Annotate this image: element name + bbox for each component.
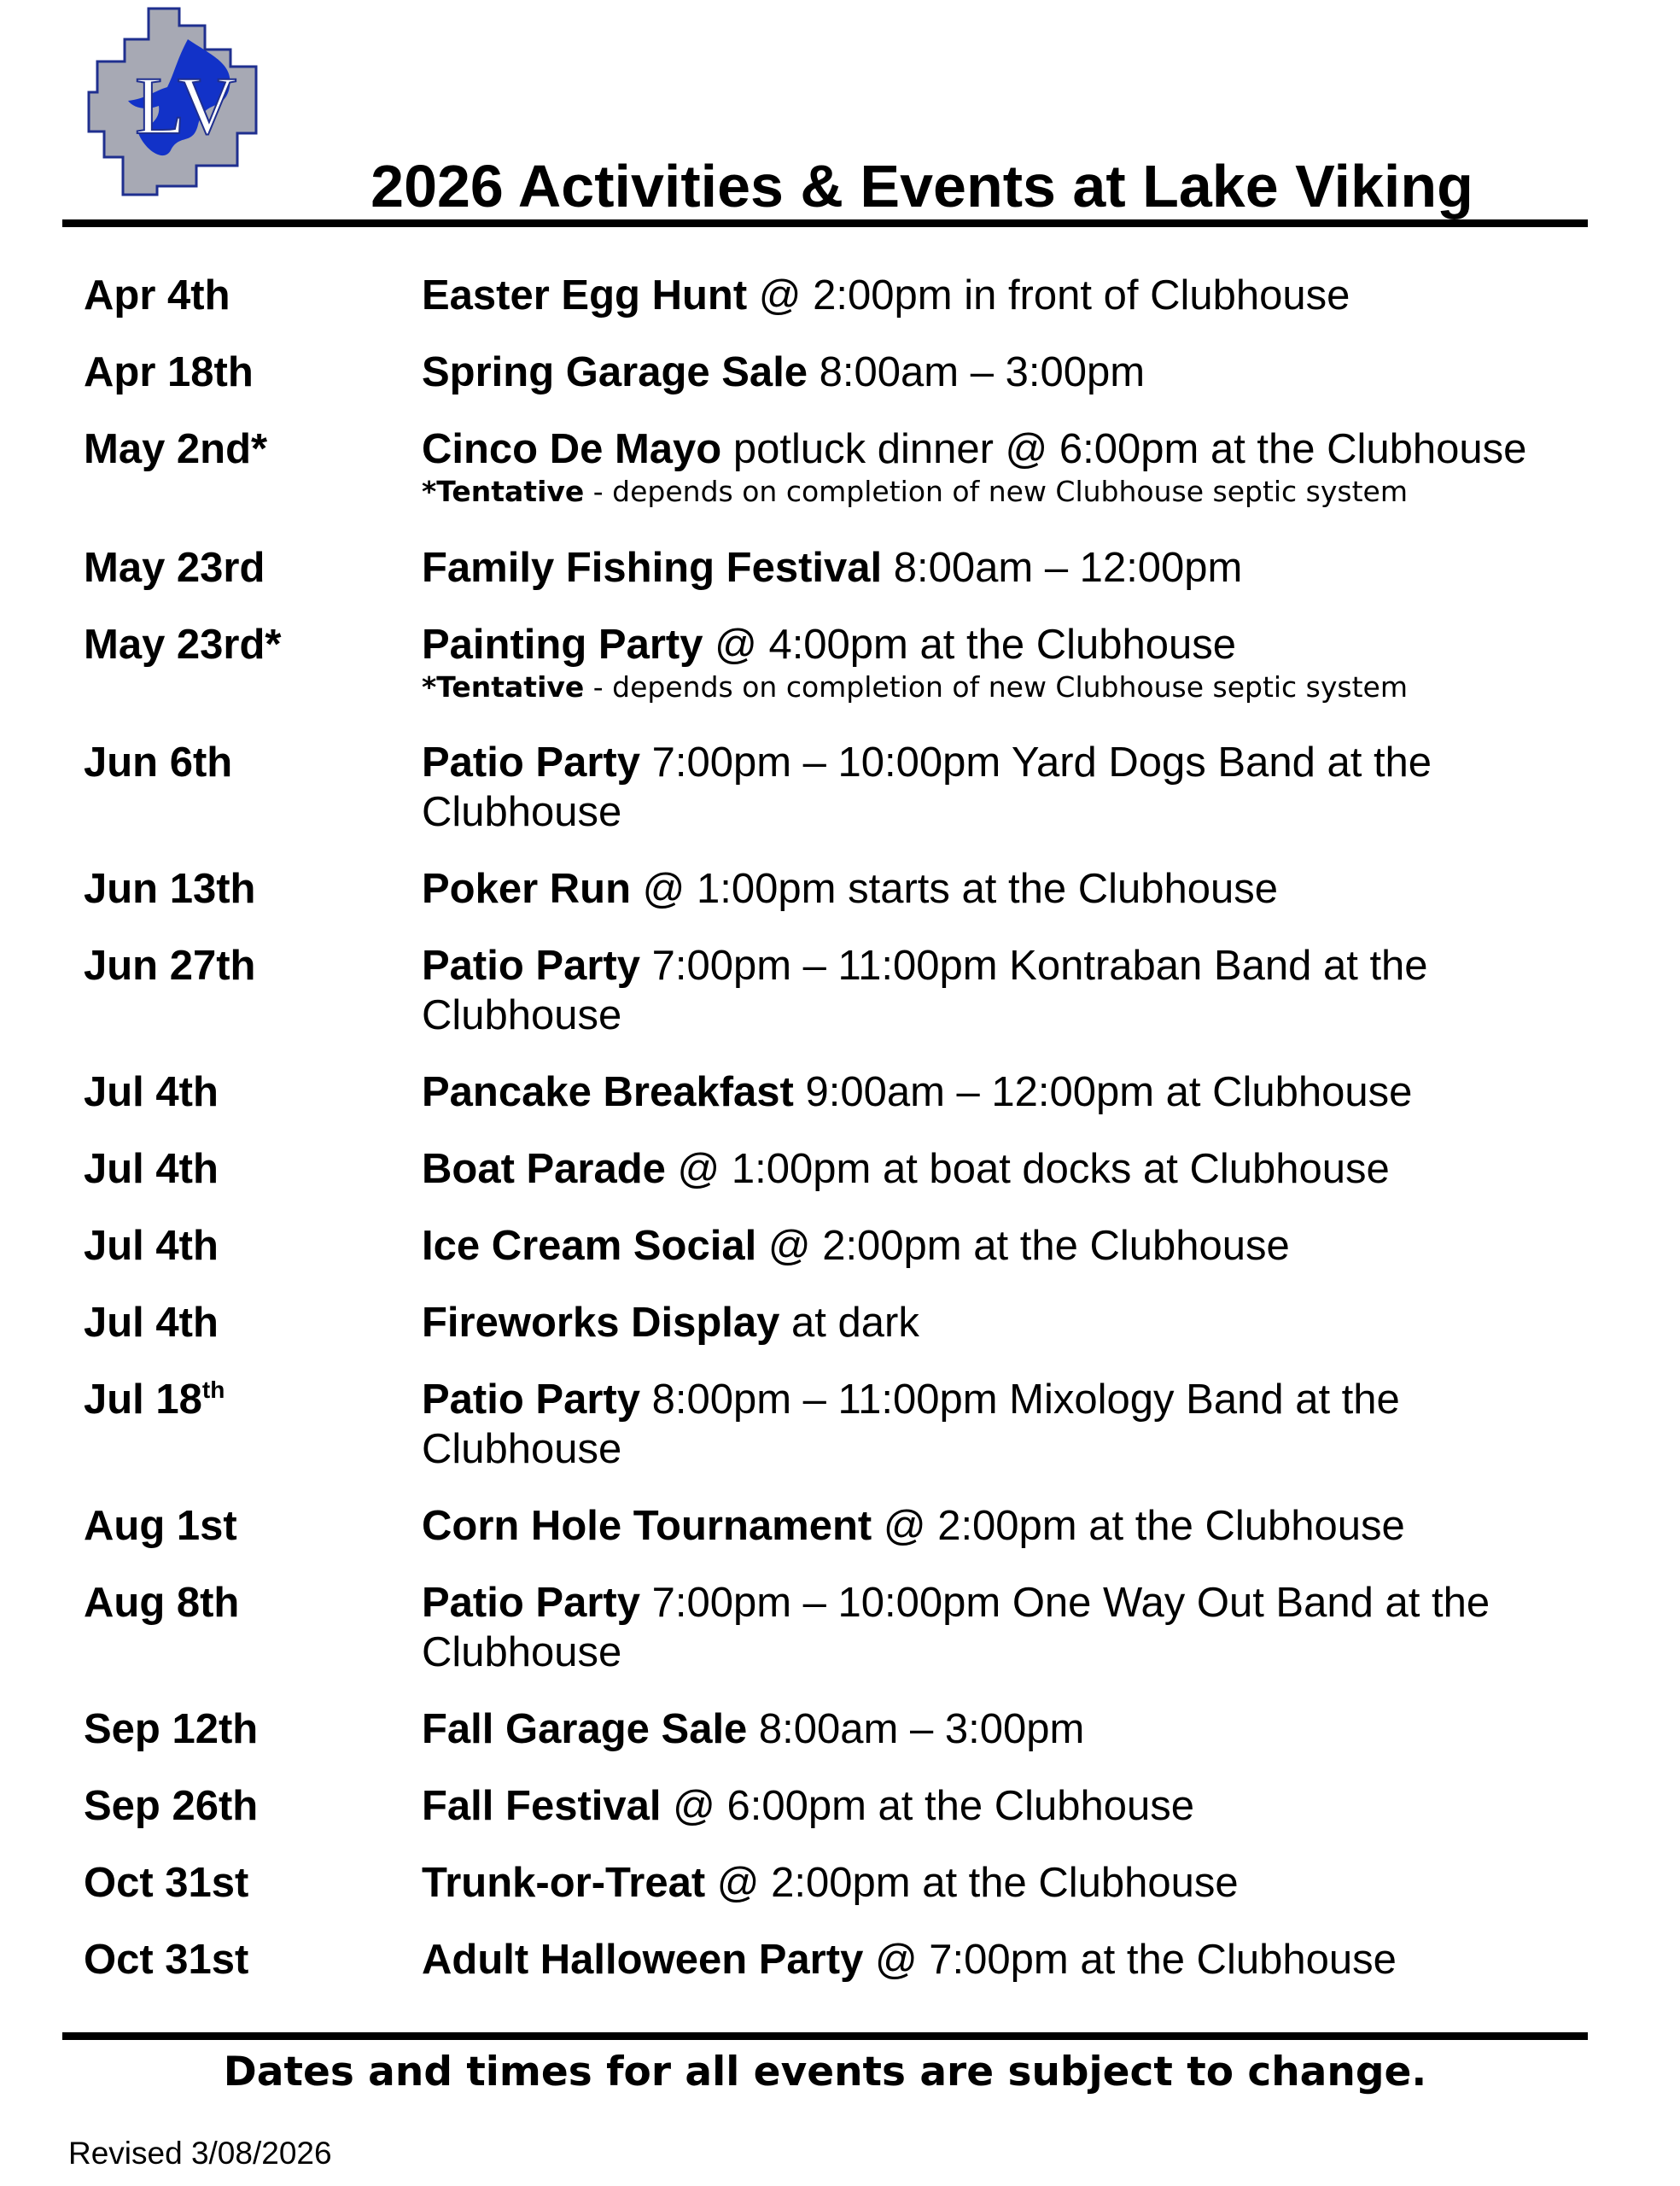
- event-description: [422, 543, 1583, 593]
- event-name: Corn Hole Tournament: [422, 1503, 872, 1549]
- event-name: Poker Run: [422, 866, 632, 912]
- event-details: @ 7:00pm at the Clubhouse: [863, 1937, 1397, 1983]
- event-name: Painting Party: [422, 622, 703, 668]
- event-description: [422, 1298, 1583, 1347]
- tentative-text: - depends on completion of new Clubhouse septic system: [584, 475, 1408, 508]
- event-details: 7:00pm – 10:00pm Yard Dogs Band at the Clubhouse: [422, 739, 1432, 835]
- event-details: @ 4:00pm at the Clubhouse: [703, 622, 1236, 668]
- event-date: Apr 4th: [84, 272, 230, 319]
- event-name: Adult Halloween Party: [422, 1937, 864, 1983]
- event-date: May 23rd: [84, 545, 265, 591]
- event-name: Fall Garage Sale: [422, 1706, 748, 1752]
- event-details: potluck dinner @ 6:00pm at the Clubhouse: [721, 426, 1527, 472]
- event-name: Trunk-or-Treat: [422, 1860, 706, 1906]
- event-description: [422, 1704, 1583, 1754]
- event-description: [422, 738, 1583, 837]
- tentative-note: [422, 474, 1583, 510]
- event-date: Sep 12th: [84, 1706, 259, 1752]
- event-details: at dark: [779, 1300, 919, 1346]
- event-details: 7:00pm – 11:00pm Kontraban Band at the Clubhouse: [422, 943, 1428, 1038]
- event-name: Family Fishing Festival: [422, 545, 883, 591]
- event-details: @ 6:00pm at the Clubhouse: [661, 1783, 1195, 1829]
- event-name: Easter Egg Hunt: [422, 272, 748, 319]
- tentative-note: [422, 669, 1583, 705]
- event-date: Jun 27th: [84, 943, 256, 989]
- event-date-text: Jul 18: [84, 1376, 202, 1423]
- event-description: [422, 424, 1583, 510]
- top-divider: [62, 219, 1588, 227]
- event-date: Sep 26th: [84, 1783, 259, 1829]
- event-description: [422, 1578, 1583, 1677]
- event-description: [422, 1375, 1583, 1474]
- event-details: 8:00am – 3:00pm: [808, 349, 1146, 395]
- disclaimer: Dates and times for all events are subject to change.: [223, 2049, 1427, 2095]
- logo-letters: LV: [135, 60, 237, 151]
- tentative-tag: *Tentative: [422, 475, 585, 508]
- event-name: Cinco De Mayo: [422, 426, 722, 472]
- event-details: 8:00am – 12:00pm: [882, 545, 1243, 591]
- event-description: [422, 1144, 1583, 1194]
- event-details: @ 1:00pm starts at the Clubhouse: [631, 866, 1278, 912]
- event-name: Pancake Breakfast: [422, 1069, 794, 1115]
- lake-viking-logo: [85, 5, 265, 197]
- event-details: 8:00pm – 11:00pm Mixology Band at the Clubhouse: [422, 1376, 1400, 1472]
- event-date-suffix: th: [201, 1376, 225, 1403]
- event-description: [422, 1067, 1583, 1117]
- event-date: Jun 13th: [84, 866, 256, 912]
- event-description: [422, 271, 1583, 320]
- event-description: [422, 620, 1583, 705]
- event-date: Oct 31st: [84, 1860, 249, 1906]
- event-description: [422, 1935, 1583, 1984]
- event-date: Apr 18th: [84, 349, 254, 395]
- revised-date: Revised 3/08/2026: [68, 2136, 332, 2171]
- event-date: Jul 4th: [84, 1223, 219, 1269]
- event-name: Patio Party: [422, 943, 640, 989]
- page-title: 2026 Activities & Events at Lake Viking: [370, 153, 1473, 219]
- event-details: 7:00pm – 10:00pm One Way Out Band at the Clubhouse: [422, 1580, 1490, 1675]
- event-details: 8:00am – 3:00pm: [747, 1706, 1085, 1752]
- event-name: Fireworks Display: [422, 1300, 780, 1346]
- bottom-divider: [62, 2032, 1588, 2040]
- event-date: Jul 4th: [84, 1146, 219, 1192]
- event-name: Patio Party: [422, 1376, 640, 1423]
- event-description: [422, 1781, 1583, 1831]
- event-details: @ 2:00pm at the Clubhouse: [756, 1223, 1290, 1269]
- event-details: @ 2:00pm at the Clubhouse: [872, 1503, 1405, 1549]
- event-name: Fall Festival: [422, 1783, 662, 1829]
- event-date: Aug 1st: [84, 1503, 237, 1549]
- event-description: [422, 348, 1583, 397]
- event-date: Oct 31st: [84, 1937, 249, 1983]
- event-date: Jul 4th: [84, 1300, 219, 1346]
- event-date: Jul 4th: [84, 1069, 219, 1115]
- event-description: [422, 864, 1583, 914]
- event-details: @ 2:00pm at the Clubhouse: [705, 1860, 1239, 1906]
- event-date: May 2nd*: [84, 426, 268, 472]
- event-date: May 23rd*: [84, 622, 282, 668]
- event-description: [422, 941, 1583, 1040]
- event-name: Ice Cream Social: [422, 1223, 757, 1269]
- event-details: @ 1:00pm at boat docks at Clubhouse: [665, 1146, 1390, 1192]
- event-name: Spring Garage Sale: [422, 349, 808, 395]
- event-description: [422, 1501, 1583, 1551]
- tentative-tag: *Tentative: [422, 670, 585, 704]
- event-name: Patio Party: [422, 739, 640, 786]
- tentative-text: - depends on completion of new Clubhouse septic system: [584, 670, 1408, 704]
- event-date: Jun 6th: [84, 739, 233, 786]
- event-name: Boat Parade: [422, 1146, 666, 1192]
- event-date: Aug 8th: [84, 1580, 240, 1626]
- event-details: 9:00am – 12:00pm at Clubhouse: [793, 1069, 1413, 1115]
- event-details: @ 2:00pm in front of Clubhouse: [747, 272, 1350, 319]
- event-name: Patio Party: [422, 1580, 640, 1626]
- event-description: [422, 1858, 1583, 1908]
- event-date: [84, 1375, 225, 1430]
- event-description: [422, 1221, 1583, 1271]
